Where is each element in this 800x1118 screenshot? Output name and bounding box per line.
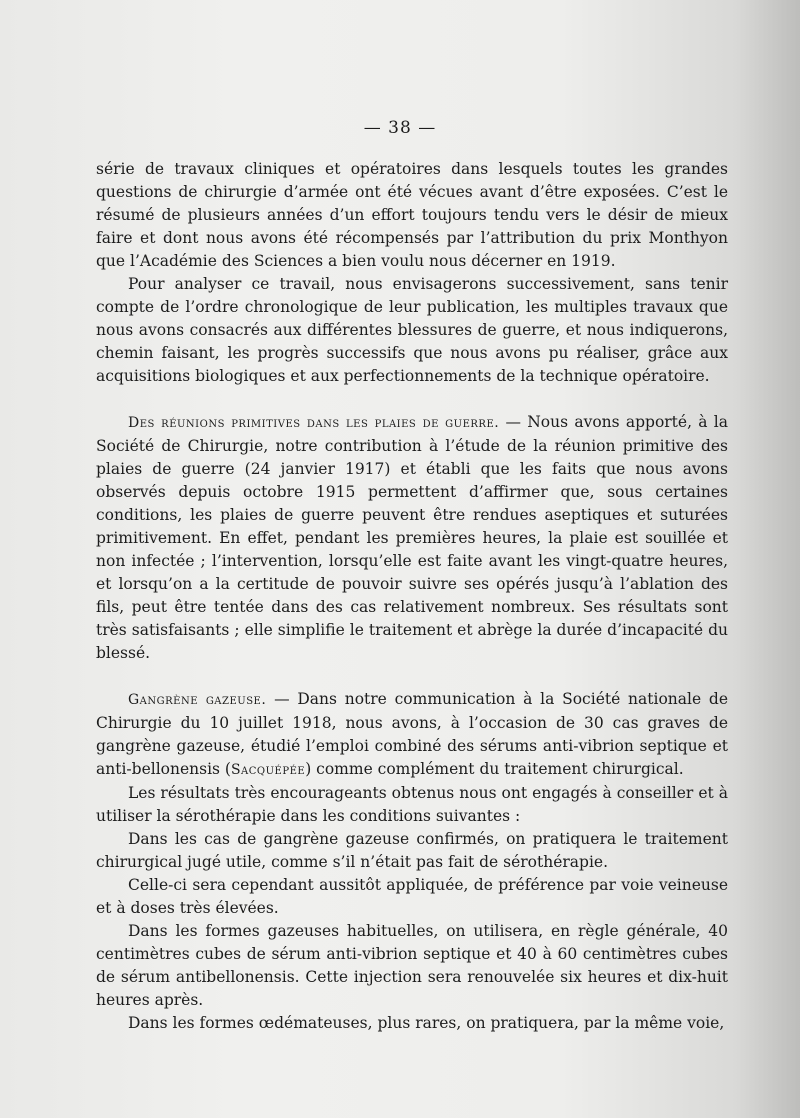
paragraph-gaseous-forms: Dans les formes gazeuses habituelles, on utilisera, en règle générale, 40 centimètres cubes de sérum anti-vibrion septique et 40 à 60 centimètres cubes de sérum antibellonensis. Cette injection sera renouvelée six heures et dix-huit heures après.	[96, 922, 728, 1009]
page-number: — 38 —	[363, 118, 437, 138]
paragraph-intro: série de travaux cliniques et opératoires dans lesquels toutes les grandes questions de chirurgie d’armée ont été vécues avant d’être exposées. C’est le résumé de plusieurs années d’un effort toujours tendu vers le désir de mieux faire et dont nous avons été récompensés par l’attribution du prix Monthyon que l’Académie des Sciences a bien voulu nous décerner en 1919.	[96, 160, 728, 270]
section-text-reunions: — Nous avons apporté, à la Société de Chirurgie, notre contribution à l’étude de la réunion primitive des plaies de guerre (24 janvier 1917) et établi que les faits que nous avons observés depuis octobre 1915 permettent d’affirmer que, sous certaines conditions, les plaies de guerre peuvent être rendues aseptiques et suturées primitivement. En effet, pendant les premières heures, la plaie est souillée et non infectée ; l’intervention, lorsqu’elle est faite avant les vingt-quatre heures, et lorsqu’on a la certitude de pouvoir suivre ses opérés jusqu’à l’ablation des fils, peut être tentée dans des cas relativement nombreux. Ses résultats sont très satisfaisants ; elle simplifie le traitement et abrège la durée d’incapacité du blessé.	[96, 413, 728, 662]
body-text	[96, 158, 728, 1035]
section-heading-gangrene: Gangrène gazeuse.	[128, 692, 267, 708]
paragraph-results: Les résultats très encourageants obtenus nous ont engagés à conseiller et à utiliser la sérothérapie dans les conditions suivantes :	[96, 784, 728, 825]
section-gangrene-gazeuse	[96, 688, 728, 782]
paragraph-confirmed-cases: Dans les cas de gangrène gazeuse confirmés, on pratiquera le traitement chirurgical jugé utile, comme s’il n’était pas fait de sérothérapie.	[96, 830, 728, 871]
paragraph-application: Celle-ci sera cependant aussitôt appliquée, de préférence par voie veineuse et à doses très élevées.	[96, 876, 728, 917]
paragraph-analysis: Pour analyser ce travail, nous envisagerons successivement, sans tenir compte de l’ordre chronologique de leur publication, les multiples travaux que nous avons consacrés aux différentes blessures de guerre, et nous indiquerons, chemin faisant, les progrès successifs que nous avons pu réaliser, grâce aux acquisitions biologiques et aux perfectionnements de la technique opératoire.	[96, 275, 728, 385]
section-text-gangrene-a: — Dans notre communication à la Société nationale de Chirurgie du 10 juillet 1918, nous avons, à l’occasion de 30 cas graves de gangrène gazeuse, étudié l’emploi combiné des sérums anti-vibrion septique et anti-bellonensis (	[96, 690, 728, 778]
section-reunions-primitives	[96, 411, 728, 665]
paragraph-oedematous-forms: Dans les formes œdémateuses, plus rares, on pratiquera, par la même voie,	[128, 1014, 725, 1032]
section-text-gangrene-b: ) comme complément du traitement chirurgical.	[305, 760, 684, 778]
section-heading-reunions: Des réunions primitives dans les plaies de guerre.	[128, 415, 500, 431]
author-name: Sacquépée	[230, 762, 306, 778]
